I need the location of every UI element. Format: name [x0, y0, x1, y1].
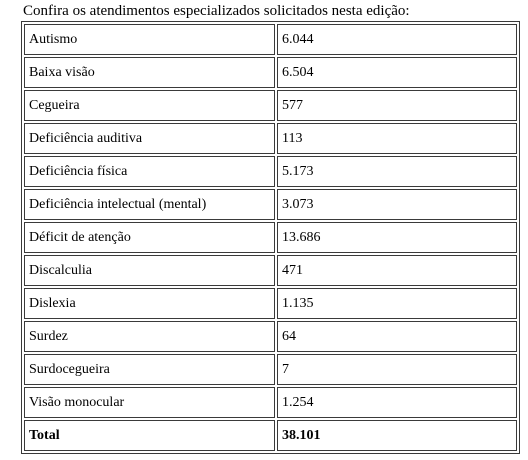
row-label: Discalculia: [24, 255, 275, 286]
row-value: 13.686: [277, 222, 517, 253]
row-label: Dislexia: [24, 288, 275, 319]
table-row: [24, 288, 517, 319]
table-row: [24, 255, 517, 286]
intro-text: Confira os atendimentos especializados solicitados nesta edição:: [23, 3, 410, 19]
row-label: Deficiência física: [24, 156, 275, 187]
table-row: [24, 222, 517, 253]
row-label: Surdocegueira: [24, 354, 275, 385]
row-label: Baixa visão: [24, 57, 275, 88]
table-row: [24, 354, 517, 385]
table-row: [24, 189, 517, 220]
row-label: Déficit de atenção: [24, 222, 275, 253]
row-value: 471: [277, 255, 517, 286]
row-value: 1.254: [277, 387, 517, 418]
row-value: 64: [277, 321, 517, 352]
total-label: Total: [24, 420, 275, 451]
row-label: Deficiência auditiva: [24, 123, 275, 154]
row-label: Autismo: [24, 24, 275, 55]
assistance-table: [21, 21, 520, 454]
table-row: [24, 321, 517, 352]
row-value: 3.073: [277, 189, 517, 220]
table-row: [24, 387, 517, 418]
row-value: 113: [277, 123, 517, 154]
row-value: 1.135: [277, 288, 517, 319]
row-value: 5.173: [277, 156, 517, 187]
row-value: 6.504: [277, 57, 517, 88]
row-label: Visão monocular: [24, 387, 275, 418]
row-value: 7: [277, 354, 517, 385]
row-value: 577: [277, 90, 517, 121]
table-row: [24, 57, 517, 88]
total-row: [24, 420, 517, 451]
table-row: [24, 24, 517, 55]
total-value: 38.101: [277, 420, 517, 451]
table-row: [24, 156, 517, 187]
row-label: Deficiência intelectual (mental): [24, 189, 275, 220]
table-row: [24, 123, 517, 154]
table-row: [24, 90, 517, 121]
row-label: Surdez: [24, 321, 275, 352]
row-label: Cegueira: [24, 90, 275, 121]
row-value: 6.044: [277, 24, 517, 55]
